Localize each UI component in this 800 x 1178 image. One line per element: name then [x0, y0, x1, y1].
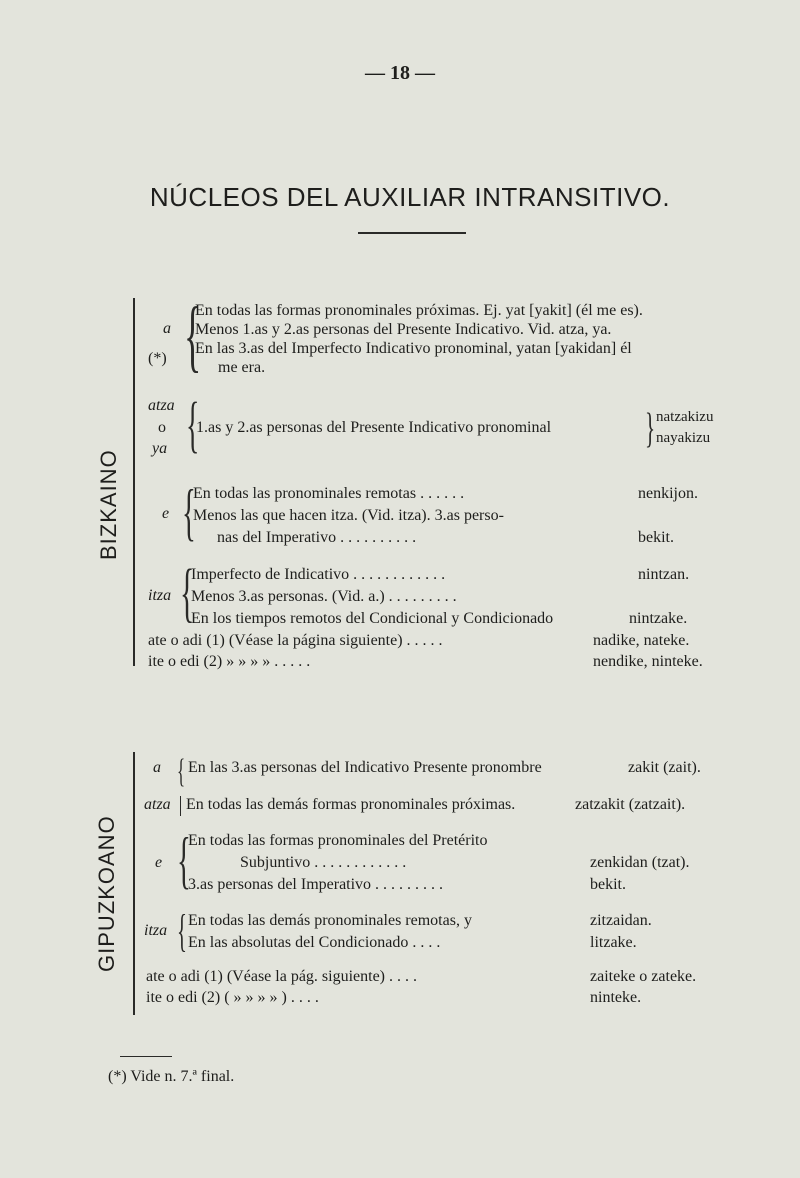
gipuzkoano-ate-form: zaiteke o zateke. — [590, 968, 697, 985]
bizkaino-itza-key: itza — [148, 587, 172, 604]
gipuzkoano-e-form-2: bekit. — [590, 876, 626, 893]
gipuzkoano-e-line-3: 3.as personas del Imperativo . . . . . . . . . — [188, 876, 444, 893]
bizkaino-ate-line: ate o adi (1) (Véase la página siguiente) . . . . . — [148, 632, 443, 649]
bizkaino-bracket-line — [133, 298, 135, 666]
bizkaino-ite-form: nendike, ninteke. — [593, 653, 703, 670]
gipuzkoano-bracket-line — [133, 752, 135, 1015]
bizkaino-a-line-1: En todas las formas pronominales próximas. Ej. yat [yakit] (él me es). — [195, 302, 643, 319]
bizkaino-a-line-4: me era. — [218, 359, 266, 376]
gipuzkoano-itza-form-1: zitzaidan. — [590, 912, 652, 929]
gipuzkoano-e-line-1: En todas las formas pronominales del Pretérito — [188, 832, 488, 849]
bizkaino-e-key: e — [162, 505, 170, 522]
bizkaino-e-form-2: bekit. — [638, 529, 674, 546]
gipuzkoano-atza-key: atza — [144, 796, 171, 813]
page-number: — 18 — — [365, 62, 435, 84]
gipuzkoano-e-line-2: Subjuntivo . . . . . . . . . . . . — [240, 854, 407, 871]
footnote: (*) Vide n. 7.ª final. — [108, 1068, 235, 1085]
gipuzkoano-ite-line: ite o edi (2) ( » » » » ) . . . . — [146, 989, 319, 1006]
bizkaino-atza-form-1: natzakizu — [656, 409, 714, 425]
gipuzkoano-atza-line: En todas las demás formas pronominales próximas. — [186, 796, 516, 813]
bizkaino-o-key: o — [158, 419, 166, 436]
bizkaino-itza-line-2: Menos 3.as personas. (Vid. a.) . . . . . . . . . — [191, 588, 457, 605]
bizkaino-label: BIZKAINO — [96, 449, 121, 560]
bizkaino-atza-form-2: nayakizu — [656, 430, 711, 446]
bizkaino-asterisk: (*) — [148, 350, 167, 367]
gipuzkoano-a-key: a — [153, 759, 161, 776]
bizkaino-atza-key: atza — [148, 397, 175, 414]
bizkaino-ite-line: ite o edi (2) » » » » . . . . . — [148, 653, 311, 670]
bizkaino-e-brace: { — [182, 476, 196, 547]
gipuzkoano-itza-brace: { — [177, 905, 187, 956]
bizkaino-atza-line: 1.as y 2.as personas del Presente Indicativo pronominal — [196, 419, 552, 436]
page-title: NÚCLEOS DEL AUXILIAR INTRANSITIVO. — [149, 182, 671, 212]
bizkaino-a-brace: { — [184, 292, 202, 380]
bizkaino-e-form-1: nenkijon. — [638, 485, 698, 502]
bizkaino-e-line-3: nas del Imperativo . . . . . . . . . . — [217, 529, 417, 546]
gipuzkoano-atza-bar — [180, 796, 181, 816]
bizkaino-itza-line-1: Imperfecto de Indicativo . . . . . . . . . . . . — [191, 566, 446, 583]
gipuzkoano-ite-form: ninteke. — [590, 989, 642, 1006]
bizkaino-ate-form: nadike, nateke. — [593, 632, 690, 649]
bizkaino-itza-form-2: nintzake. — [629, 610, 688, 627]
bizkaino-e-line-1: En todas las pronominales remotas . . . . . . — [193, 485, 465, 502]
bizkaino-itza-form-1: nintzan. — [638, 566, 690, 583]
gipuzkoano-itza-form-2: litzake. — [590, 934, 637, 951]
gipuzkoano-itza-key: itza — [144, 922, 168, 939]
bizkaino-itza-line-3: En los tiempos remotos del Condicional y Condicionado — [191, 610, 554, 627]
gipuzkoano-a-brace: { — [177, 753, 186, 790]
bizkaino-a-line-3: En las 3.as del Imperfecto Indicativo pronominal, yatan [yakidan] él — [195, 340, 632, 357]
bizkaino-ya-key: ya — [152, 440, 168, 457]
bizkaino-a-line-2: Menos 1.as y 2.as personas del Presente Indicativo. Vid. atza, ya. — [195, 321, 612, 338]
gipuzkoano-e-key: e — [155, 854, 163, 871]
title-underline — [358, 232, 466, 234]
bizkaino-itza-brace: { — [180, 556, 195, 629]
gipuzkoano-itza-line-2: En las absolutas del Condicionado . . . . — [188, 934, 441, 951]
gipuzkoano-a-form: zakit (zait). — [628, 759, 701, 776]
bizkaino-e-line-2: Menos las que hacen itza. (Vid. itza). 3.as perso- — [193, 507, 504, 524]
gipuzkoano-atza-form: zatzakit (zatzait). — [575, 796, 686, 813]
gipuzkoano-itza-line-1: En todas las demás pronominales remotas, y — [188, 912, 472, 929]
gipuzkoano-a-line: En las 3.as personas del Indicativo Presente pronombre — [188, 759, 542, 776]
gipuzkoano-label: GIPUZKOANO — [94, 815, 119, 972]
bizkaino-a-key: a — [163, 320, 171, 337]
gipuzkoano-ate-line: ate o adi (1) (Véase la pág. siguiente) . . . . — [146, 968, 418, 985]
gipuzkoano-e-form-1: zenkidan (tzat). — [590, 854, 690, 871]
bizkaino-atza-brace: { — [186, 391, 200, 459]
footnote-rule — [120, 1056, 172, 1057]
gipuzkoano-e-brace: { — [177, 824, 191, 895]
bizkaino-atza-right-brace: } — [645, 406, 656, 452]
